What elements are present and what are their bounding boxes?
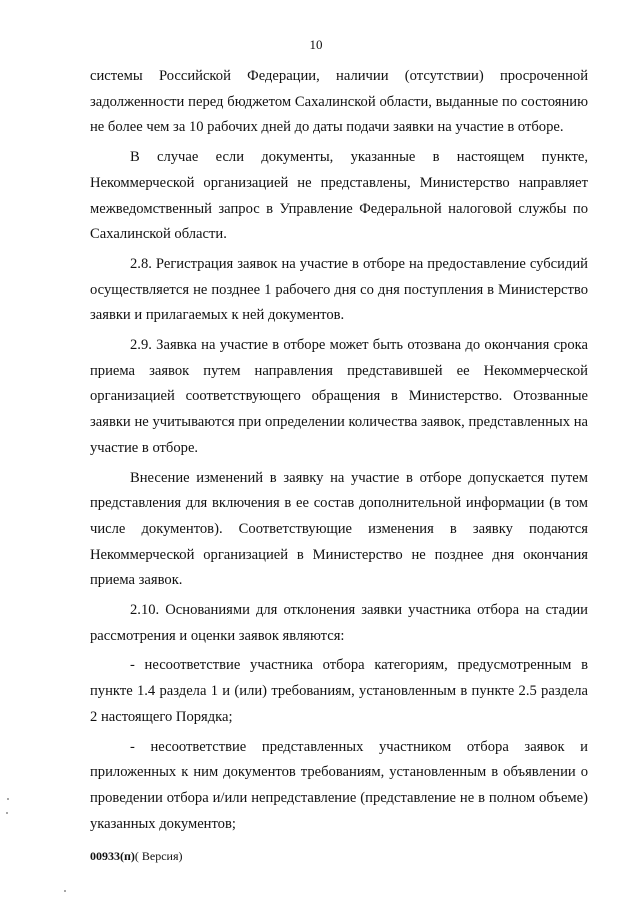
footer-version: ( Версия) xyxy=(134,849,183,863)
document-body xyxy=(90,64,588,841)
scan-speck xyxy=(6,812,8,814)
list-item-document-mismatch: - несоответствие представленных участником отбора заявок и приложенных к ним документов требованиям, установленным в объявлении о проведении отбора и/или непредставление (представление не в полном объеме) указанных документов; xyxy=(90,738,588,832)
paragraph-amendments: Внесение изменений в заявку на участие в отборе допускается путем представления для включения в ее состав дополнительной информации (в том числе документов). Соответствующие изменения в заявку подаются Некоммерческой организацией в Министерство не позднее дня окончания приема заявок. xyxy=(90,469,588,589)
paragraph-interdepartmental-request: В случае если документы, указанные в настоящем пункте, Некоммерческой организацией не представлены, Министерство направляет межведомственный запрос в Управление Федеральной налоговой службы по Сахалинской области. xyxy=(90,149,588,243)
scan-speck xyxy=(7,798,9,800)
paragraph-2-10-rejection-grounds: 2.10. Основаниями для отклонения заявки участника отбора на стадии рассмотрения и оценки заявок являются: xyxy=(90,602,588,644)
paragraph-2-8-registration: 2.8. Регистрация заявок на участие в отборе на предоставление субсидий осуществляется не позднее 1 рабочего дня со дня поступления в Министерство заявки и прилагаемых к ней документов. xyxy=(90,255,588,324)
footer-code: 00933(п) xyxy=(90,849,135,863)
list-item-category-mismatch: - несоответствие участника отбора категориям, предусмотренным в пункте 1.4 раздела 1 и (или) требованиям, установленным в пункте 2.5 раздела 2 настоящего Порядка; xyxy=(90,657,588,725)
scan-speck xyxy=(64,890,66,892)
document-footer xyxy=(90,848,183,864)
paragraph-tax-status: системы Российской Федерации, наличии (отсутствии) просроченной задолженности перед бюджетом Сахалинской области, выданные по состоянию не более чем за 10 рабочих дней до даты подачи заявки на участие в отборе. xyxy=(90,68,588,136)
page-number: 10 xyxy=(309,37,323,52)
paragraph-2-9-withdrawal: 2.9. Заявка на участие в отборе может быть отозвана до окончания срока приема заявок путем направления представившей ее Некоммерческой организацией соответствующего обращения в Министерство. Отозванные заявки не учитываются при определении количества заявок, представленных на участие в отборе. xyxy=(90,337,588,456)
